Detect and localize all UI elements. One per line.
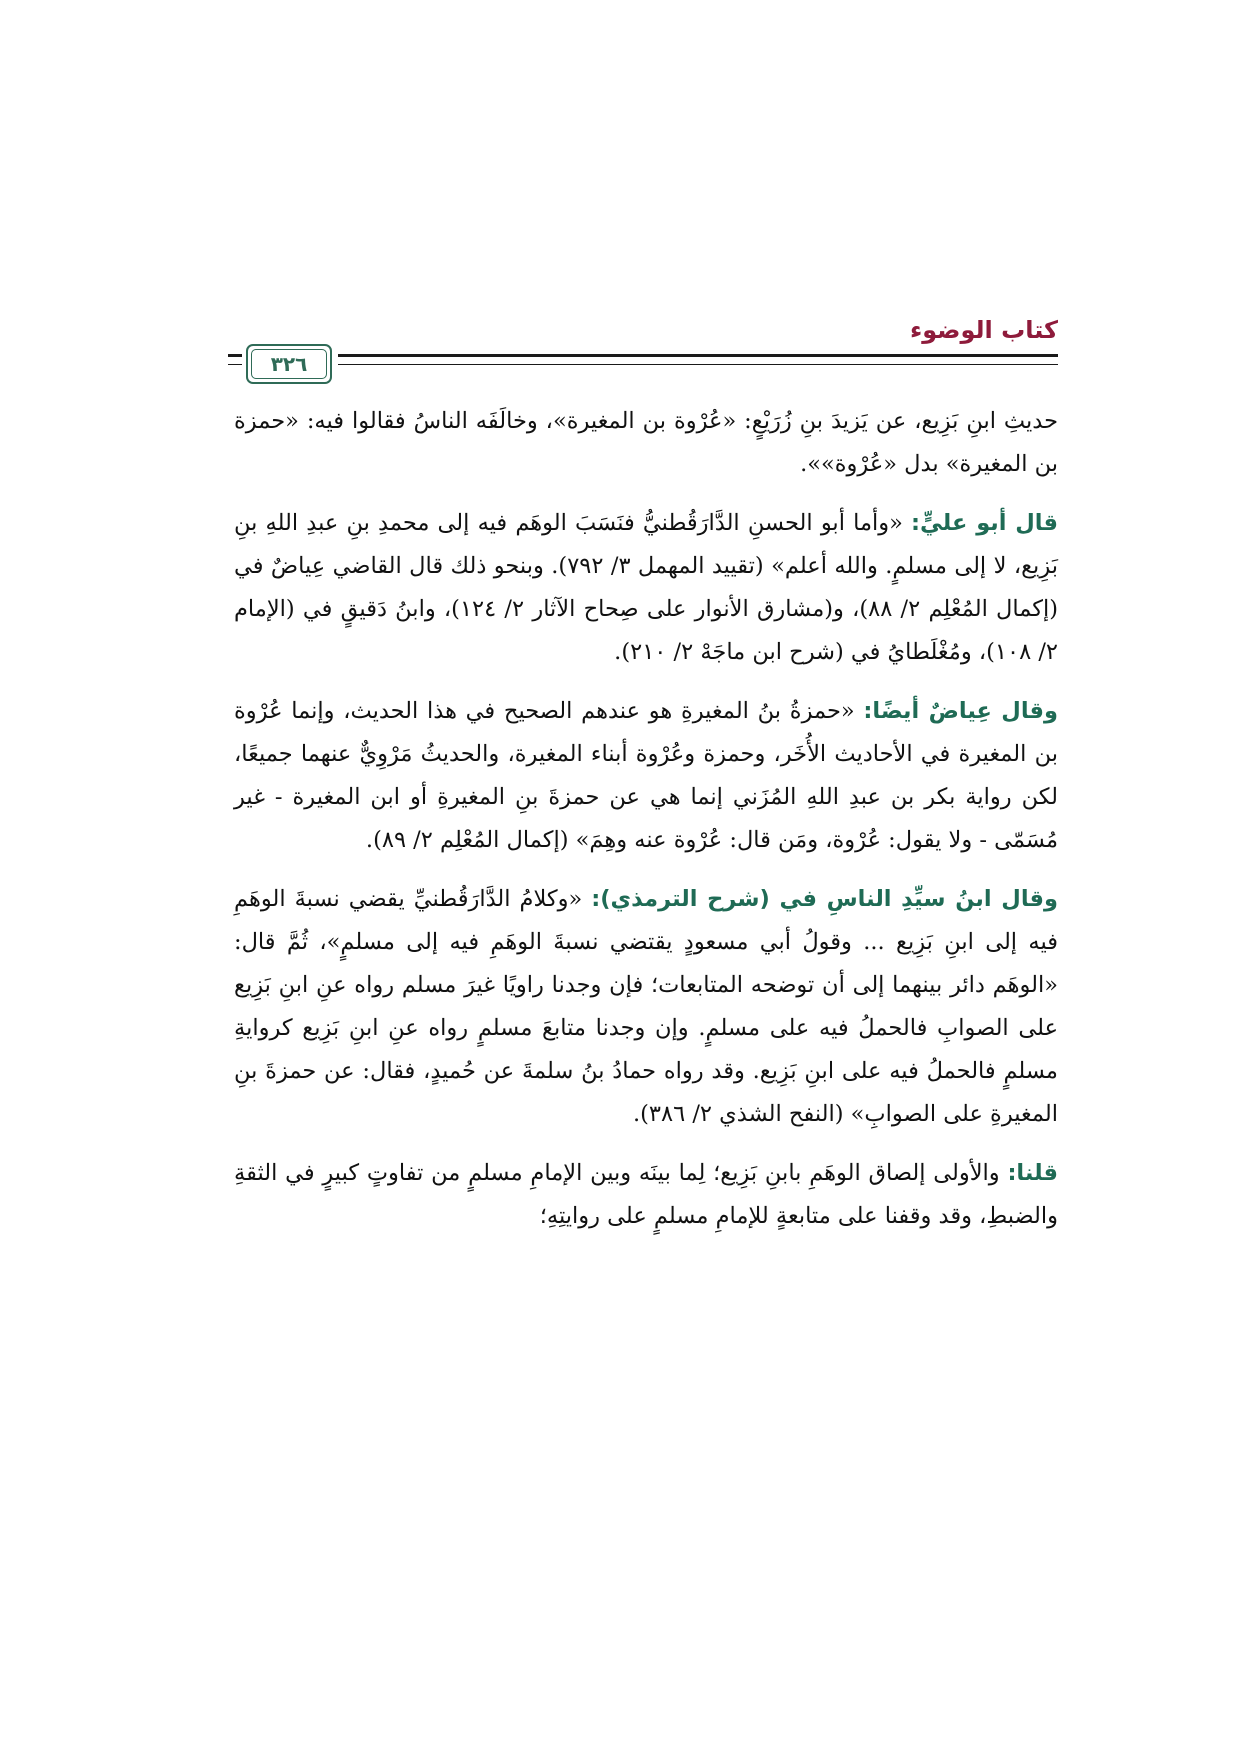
paragraph-text: حديثِ ابنِ بَزِيع، عن يَزيدَ بنِ زُرَيْعٍ: «عُرْوة بن المغيرة»، وخالَفَه الناسُ فقالوا فيه: «حمزة بن المغيرة» بدل «عُرْوة»». [234,408,1058,477]
paragraph [234,878,1058,1136]
header-rule-bottom-left [228,364,242,365]
page-header [232,316,1058,396]
book-title: كتاب الوضوء [909,316,1058,344]
header-rule-bottom-right [338,364,1058,365]
paragraph [234,1152,1058,1238]
paragraph-lead: قال أبو عليٍّ: [911,510,1058,536]
paragraph-text: «حمزةُ بنُ المغيرةِ هو عندهم الصحيح في هذا الحديث، وإنما عُرْوة بن المغيرة في الأحاديث الأُخَر، وحمزة وعُرْوة أبناء المغيرة، والحديثُ مَرْوِيٌّ عنهما جميعًا، لكن رواية بكر بن عبدِ اللهِ المُزَني إنما هي عن حمزةَ بنِ المغيرةِ أو ابن المغيرة - غير مُسَمّى - ولا يقول: عُرْوة، ومَن قال: عُرْوة عنه وهِمَ» (إكمال المُعْلِم ٢/ ٨٩). [234,698,1058,853]
paragraph [234,690,1058,862]
paragraph-text: والأولى إلصاق الوهَمِ بابنِ بَزِيع؛ لِما بينَه وبين الإمامِ مسلمٍ من تفاوتٍ كبيرٍ في الثقةِ والضبطِ، وقد وقفنا على متابعةٍ للإمامِ مسلمٍ على روايتِهِ؛ [234,1160,1058,1229]
paragraph-lead: وقال عِياضٌ أيضًا: [863,698,1059,724]
header-rule-top-right [338,354,1058,357]
paragraph-text: «وكلامُ الدَّارَقُطنيِّ يقضي نسبةَ الوهَمِ فيه إلى ابنِ بَزِيع ... وقولُ أبي مسعودٍ يقتضي نسبةَ الوهَمِ فيه إلى مسلمٍ»، ثُمَّ قال: «الوهَم دائر بينهما إلى أن توضحه المتابعات؛ فإن وجدنا راويًا غيرَ مسلم رواه عنِ ابنِ بَزِيع على الصوابِ فالحملُ فيه على مسلمٍ. وإن وجدنا متابعَ مسلمٍ رواه عنِ ابنِ بَزِيع كروايةِ مسلمٍ فالحملُ فيه على ابنِ بَزِيع. وقد رواه حمادُ بنُ سلمةَ عن حُميدٍ، فقال: عن حمزةَ بنِ المغيرةِ على الصوابِ» (النفح الشذي ٢/ ٣٨٦). [234,886,1058,1127]
paragraph [234,502,1058,674]
header-rule-top-left [228,354,242,357]
paragraph-lead: قلنا: [1007,1160,1058,1186]
page-number: ٣٢٦ [251,349,327,379]
paragraph-lead: وقال ابنُ سيِّدِ الناسِ في (شرح الترمذي): [591,886,1058,912]
paragraph [234,400,1058,486]
page-number-frame [246,344,332,384]
paragraph-text: «وأما أبو الحسنِ الدَّارَقُطنيُّ فنَسَبَ الوهَم فيه إلى محمدِ بنِ عبدِ اللهِ بنِ بَزِيع، لا إلى مسلمٍ. والله أعلم» (تقييد المهمل ٣/ ٧٩٢). وبنحو ذلك قال القاضي عِياضٌ في (إكمال المُعْلِم ٢/ ٨٨)، و(مشارق الأنوار على صِحاح الآثار ٢/ ١٢٤)، وابنُ دَقيقٍ في (الإمام ٢/ ١٠٨)، ومُغْلَطايُ في (شرح ابن ماجَهْ ٢/ ٢١٠). [234,510,1059,665]
body-text [234,400,1058,1254]
